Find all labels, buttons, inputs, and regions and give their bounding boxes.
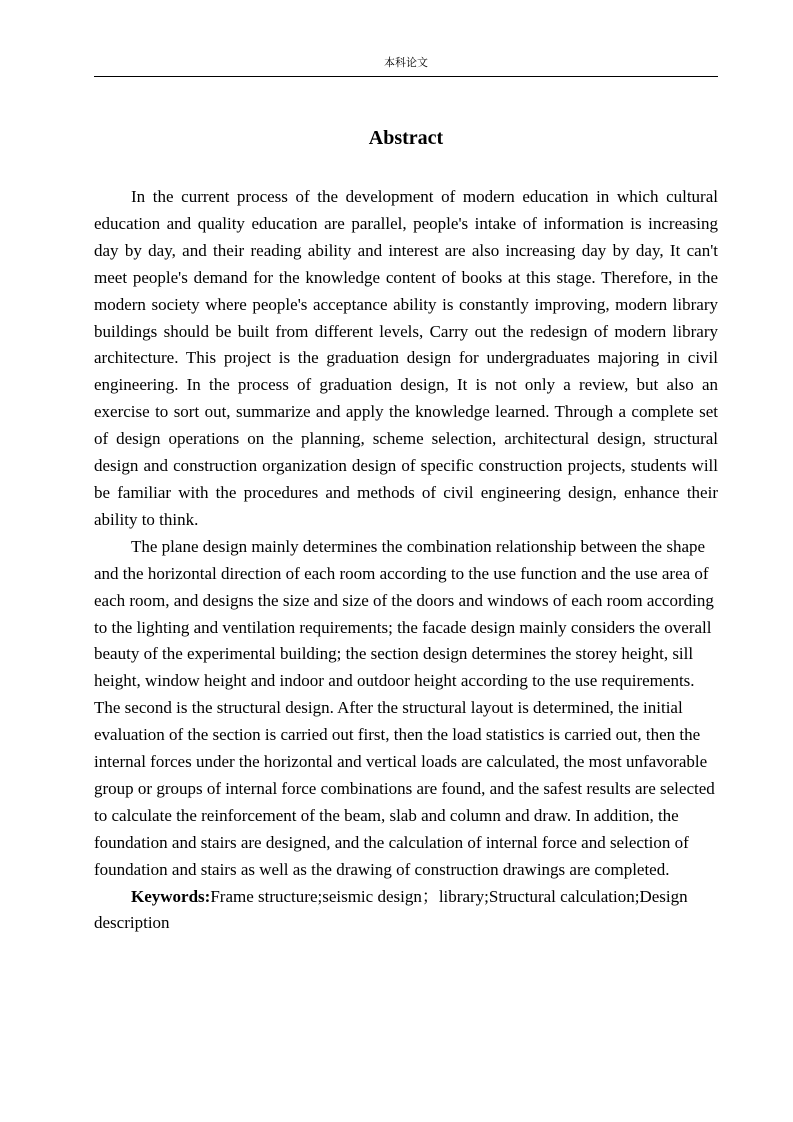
abstract-body (94, 184, 718, 937)
abstract-paragraph-2: The plane design mainly determines the combination relationship between the shape and the horizontal direction of each room according to the use function and the use area of each room, and designs the size and size of the doors and windows of each room according to the lighting and ventilation requirements; the facade design mainly considers the overall beauty of the experimental building; the section design determines the storey height, sill height, window height and indoor and outdoor height according to the use requirements. The second is the structural design. After the structural layout is determined, the initial evaluation of the section is carried out first, then the load statistics is carried out, then the internal forces under the horizontal and vertical loads are calculated, the most unfavorable group or groups of internal force combinations are found, and the safest results are selected to calculate the reinforcement of the beam, slab and column and draw. In addition, the foundation and stairs are designed, and the calculation of internal force and selection of foundation and stairs as well as the drawing of construction drawings are completed. (94, 536, 715, 879)
header-rule (94, 76, 718, 77)
running-header: 本科论文 (384, 56, 428, 69)
keywords-text: Frame structure;seismic design；library;Structural calculation;Design description (94, 886, 688, 933)
keywords-label: Keywords: (131, 886, 211, 906)
keywords-line (94, 884, 718, 938)
abstract-title: Abstract (368, 127, 444, 149)
abstract-paragraph-1: In the current process of the development of modern education in which cultural education and quality education are parallel, people's intake of information is increasing day by day, and their reading ability and interest are also increasing day by day, It can't meet people's demand for the knowledge content of books at this stage. Therefore, in the modern society where people's acceptance ability is constantly improving, modern library buildings should be built from different levels, Carry out the redesign of modern library architecture. This project is the graduation design for undergraduates majoring in civil engineering. In the process of graduation design, It is not only a review, but also an exercise to sort out, summarize and apply the knowledge learned. Through a complete set of design operations on the planning, scheme selection, architectural design, structural design and construction organization design of specific construction projects, students will be familiar with the procedures and methods of civil engineering design, enhance their ability to think. (94, 187, 718, 529)
